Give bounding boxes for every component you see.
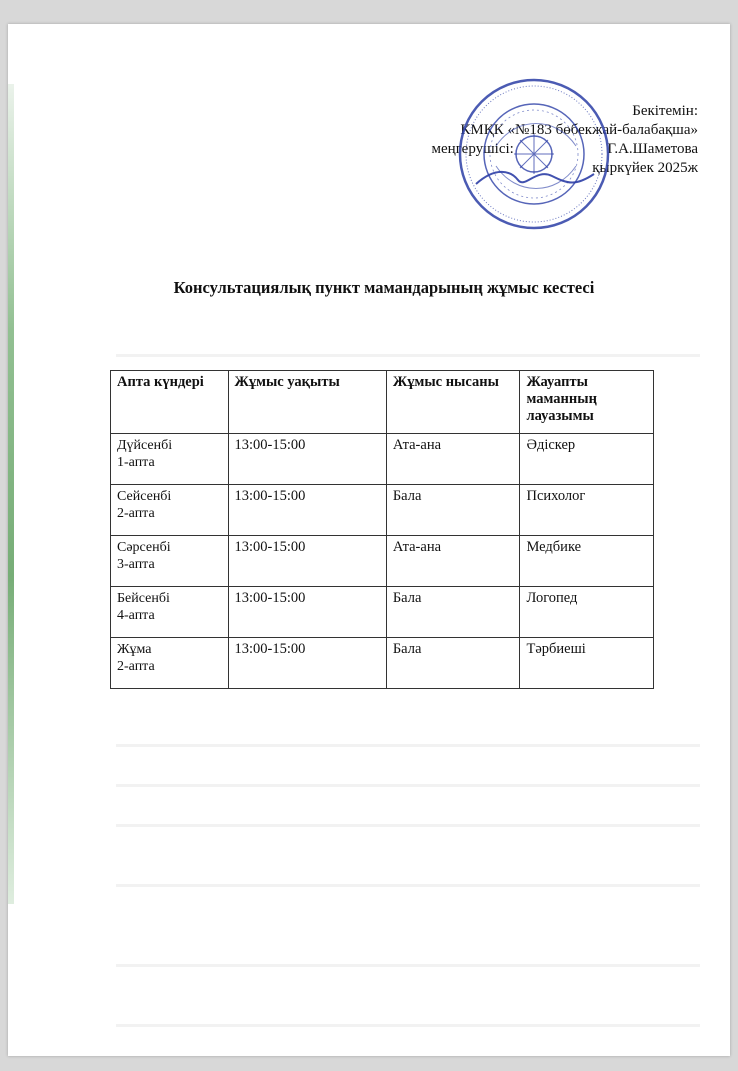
header-work-time: Жұмыс уақыты bbox=[228, 371, 386, 434]
approval-name: Г.А.Шаметова bbox=[607, 141, 698, 157]
cell-day: Сейсенбі 2-апта bbox=[111, 485, 229, 536]
scan-edge-artifact bbox=[8, 84, 14, 904]
table-row bbox=[111, 434, 654, 485]
cell-time: 13:00-15:00 bbox=[228, 587, 386, 638]
cell-form: Ата-ана bbox=[386, 536, 520, 587]
table-row bbox=[111, 485, 654, 536]
cell-time: 13:00-15:00 bbox=[228, 434, 386, 485]
document-title: Консультациялық пункт мамандарының жұмыс кестесі bbox=[173, 278, 595, 297]
approval-organization: КМҚК «№183 бөбекжай-балабақша» bbox=[460, 122, 698, 138]
cell-time: 13:00-15:00 bbox=[228, 536, 386, 587]
cell-day: Жұма 2-апта bbox=[111, 638, 229, 689]
signature-scribble bbox=[476, 172, 594, 184]
cell-form: Бала bbox=[386, 587, 520, 638]
cell-time: 13:00-15:00 bbox=[228, 638, 386, 689]
cell-form: Ата-ана bbox=[386, 434, 520, 485]
cell-position: Логопед bbox=[520, 587, 654, 638]
approval-heading: Бекітемін: bbox=[632, 103, 698, 119]
cell-position: Тәрбиеші bbox=[520, 638, 654, 689]
cell-day: Сәрсенбі 3-апта bbox=[111, 536, 229, 587]
approval-date: қыркүйек 2025ж bbox=[592, 160, 698, 176]
cell-form: Бала bbox=[386, 638, 520, 689]
table-row bbox=[111, 587, 654, 638]
document-page bbox=[8, 24, 730, 1056]
schedule-table bbox=[110, 370, 654, 689]
cell-form: Бала bbox=[386, 485, 520, 536]
cell-position: Психолог bbox=[520, 485, 654, 536]
table-row bbox=[111, 536, 654, 587]
approval-role: меңгерушісі: bbox=[431, 141, 514, 157]
header-weekdays: Апта күндері bbox=[111, 371, 229, 434]
table-header-row bbox=[111, 371, 654, 434]
table-row bbox=[111, 638, 654, 689]
cell-position: Әдіскер bbox=[520, 434, 654, 485]
cell-time: 13:00-15:00 bbox=[228, 485, 386, 536]
header-responsible-position: Жауапты маманның лауазымы bbox=[520, 371, 654, 434]
header-work-form: Жұмыс нысаны bbox=[386, 371, 520, 434]
cell-position: Медбике bbox=[520, 536, 654, 587]
official-stamp bbox=[456, 76, 612, 232]
cell-day: Дүйсенбі 1-апта bbox=[111, 434, 229, 485]
cell-day: Бейсенбі 4-апта bbox=[111, 587, 229, 638]
